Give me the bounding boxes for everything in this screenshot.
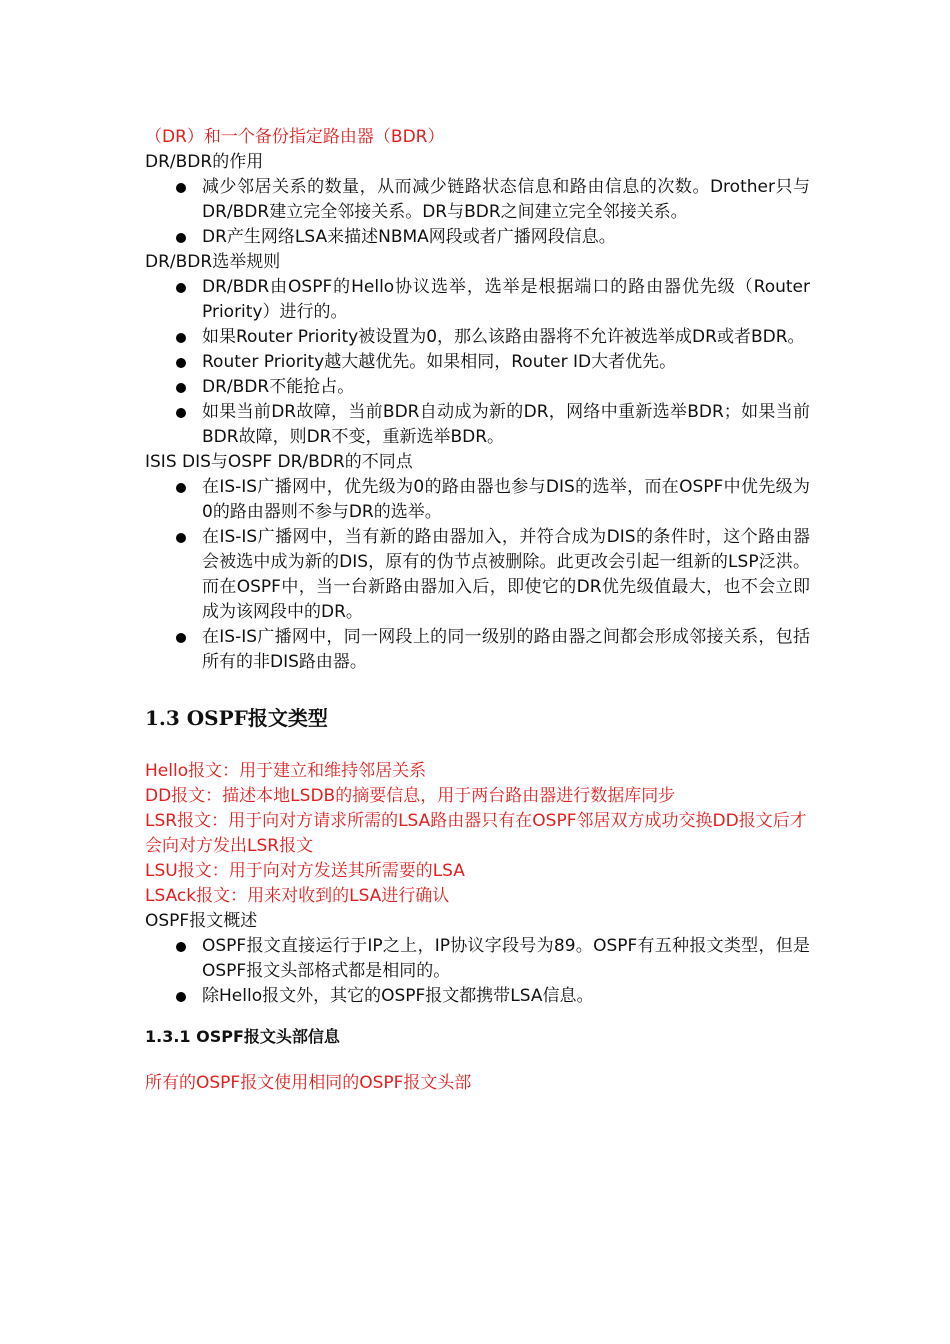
list-item: OSPF报文直接运行于IP之上，IP协议字段号为89。OSPF有五种报文类型，但是OSPF报文头部格式都是相同的。 (202, 934, 810, 984)
list-item: DR/BDR由OSPF的Hello协议选举，选举是根据端口的路由器优先级（Router Priority）进行的。 (202, 275, 810, 325)
packet-type-lsack: LSAck报文：用来对收到的LSA进行确认 (145, 886, 450, 906)
list-item: 在IS-IS广播网中，同一网段上的同一级别的路由器之间都会形成邻接关系，包括所有的非DIS路由器。 (202, 625, 810, 675)
packet-type-dd: DD报文：描述本地LSDB的摘要信息，用于两台路由器进行数据库同步 (145, 786, 676, 806)
list-item: 在IS-IS广播网中，优先级为0的路由器也参与DIS的选举，而在OSPF中优先级为0的路由器则不参与DR的选举。 (202, 475, 810, 525)
list-item: 在IS-IS广播网中，当有新的路由器加入，并符合成为DIS的条件时，这个路由器会被选中成为新的DIS，原有的伪节点被删除。此更改会引起一组新的LSP泛洪。而在OSPF中，当一台新路由器加入后，即使它的DR优先级值最大，也不会立即成为该网段中的DR。 (202, 525, 810, 625)
section-title-differences: ISIS DIS与OSPF DR/BDR的不同点 (145, 452, 413, 472)
election-rules-list (145, 275, 810, 450)
heading-1-3: 1.3 OSPF报文类型 (145, 706, 328, 730)
heading-1-3-1: 1.3.1 OSPF报文头部信息 (145, 1027, 340, 1046)
list-item: DR产生网络LSA来描述NBMA网段或者广播网段信息。 (202, 225, 810, 250)
packet-type-lsu: LSU报文：用于向对方发送其所需要的LSA (145, 861, 465, 881)
section-title-dr-role: DR/BDR的作用 (145, 152, 264, 172)
list-item: 除Hello报文外，其它的OSPF报文都携带LSA信息。 (202, 984, 810, 1009)
packet-type-hello: Hello报文：用于建立和维持邻居关系 (145, 761, 427, 781)
list-item: 如果当前DR故障，当前BDR自动成为新的DR，网络中重新选举BDR；如果当前BDR故障，则DR不变，重新选举BDR。 (202, 400, 810, 450)
list-item: 如果Router Priority被设置为0，那么该路由器将不允许被选举成DR或者BDR。 (202, 325, 810, 350)
intro-line: （DR）和一个备份指定路由器（BDR） (145, 127, 445, 147)
section-title-overview: OSPF报文概述 (145, 911, 258, 931)
packet-type-lsr: LSR报文：用于向对方请求所需的LSA路由器只有在OSPF邻居双方成功交换DD报文后才会向对方发出LSR报文 (145, 811, 807, 856)
list-item: 减少邻居关系的数量，从而减少链路状态信息和路由信息的次数。Drother只与DR/BDR建立完全邻接关系。DR与BDR之间建立完全邻接关系。 (202, 175, 810, 225)
closing-line: 所有的OSPF报文使用相同的OSPF报文头部 (145, 1073, 472, 1093)
list-item: DR/BDR不能抢占。 (202, 375, 810, 400)
dr-role-list (145, 175, 810, 250)
differences-list (145, 475, 810, 675)
section-title-election: DR/BDR选举规则 (145, 252, 281, 272)
overview-list (145, 934, 810, 1009)
list-item: Router Priority越大越优先。如果相同，Router ID大者优先。 (202, 350, 810, 375)
page-content (145, 125, 810, 1096)
